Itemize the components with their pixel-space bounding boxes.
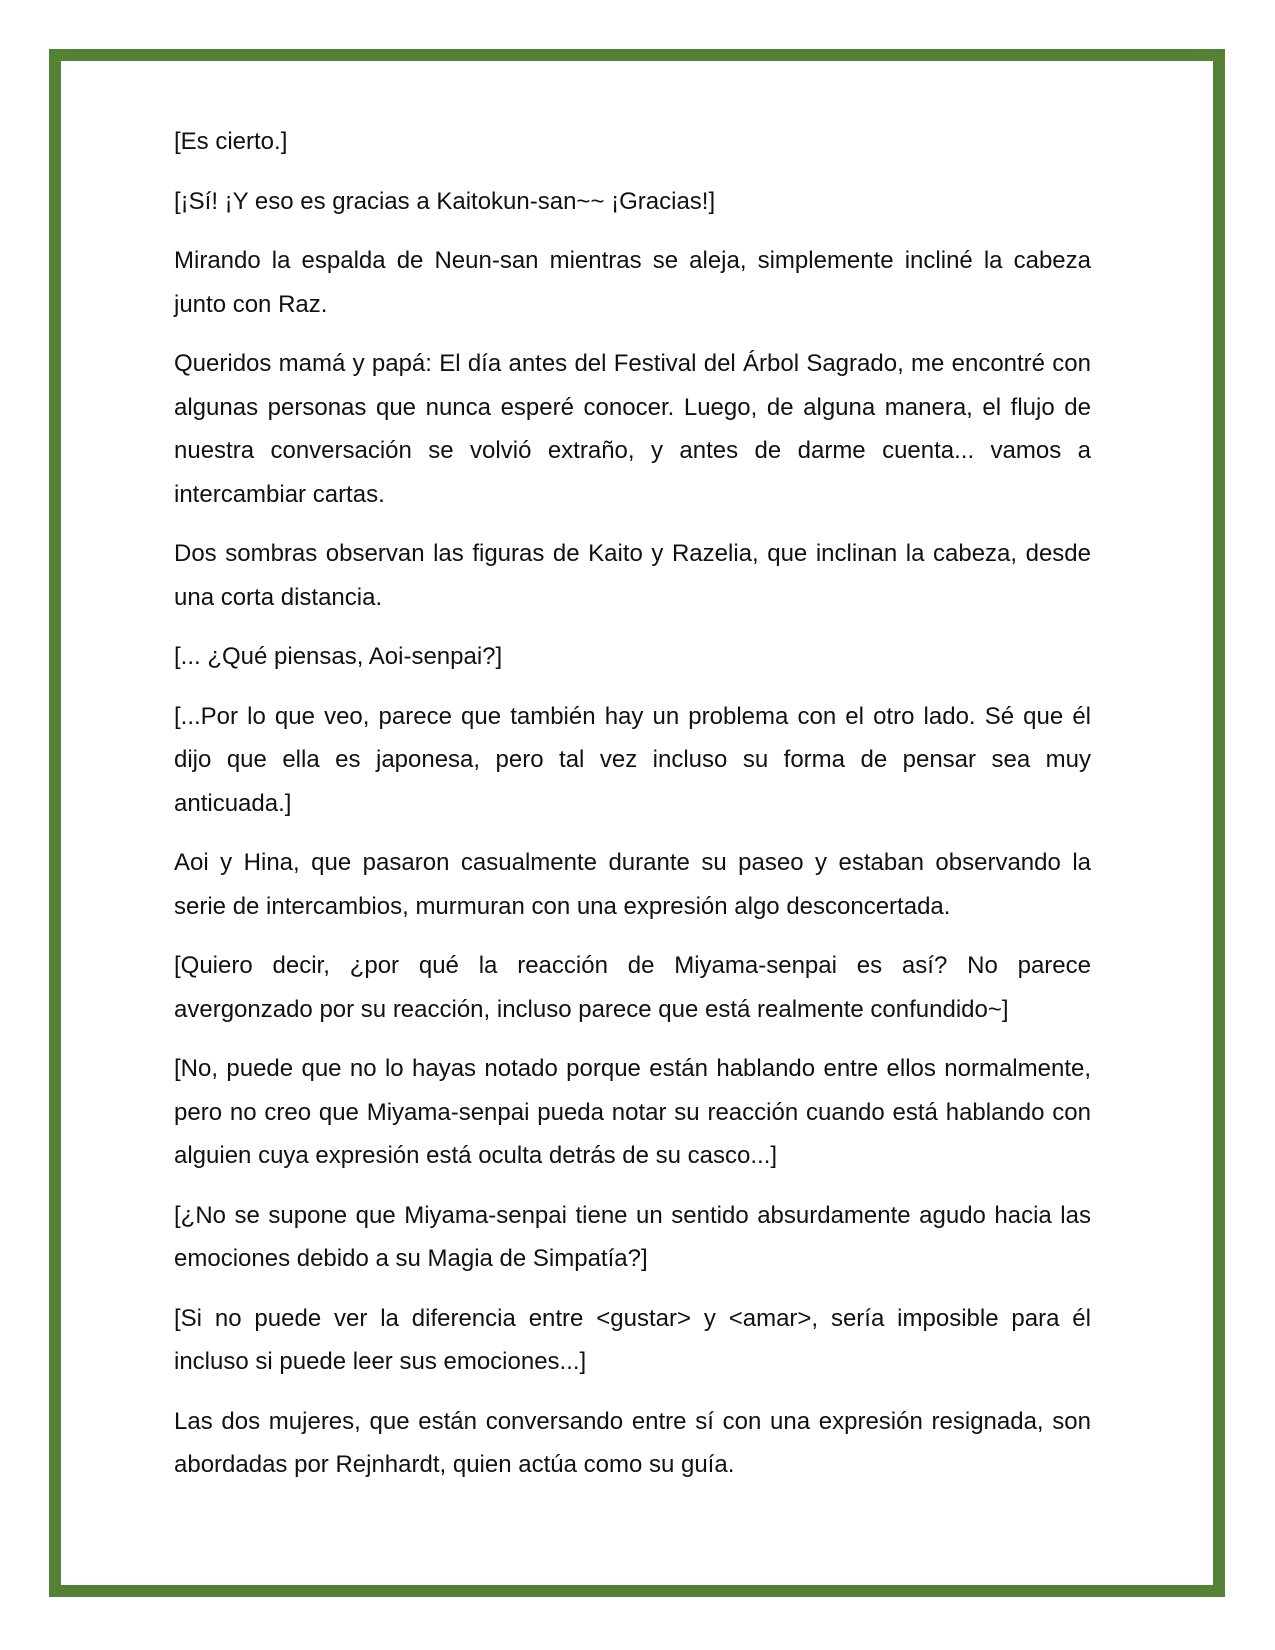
paragraph: [No, puede que no lo hayas notado porque están hablando entre ellos normalmente, pero no creo que Miyama-senpai pueda notar su reacción cuando está hablando con alguien cuya expresión está oculta detrás de su casco...] (174, 1055, 1091, 1169)
paragraph: Dos sombras observan las figuras de Kaito y Razelia, que inclinan la cabeza, desde una corta distancia. (174, 540, 1091, 611)
paragraph: Aoi y Hina, que pasaron casualmente durante su paseo y estaban observando la serie de intercambios, murmuran con una expresión algo desconcertada. (174, 849, 1091, 920)
paragraph: [Es cierto.] (174, 128, 288, 155)
paragraph: [¿No se supone que Miyama-senpai tiene un sentido absurdamente agudo hacia las emociones debido a su Magia de Simpatía?] (174, 1201, 1091, 1272)
paragraph: Queridos mamá y papá: El día antes del Festival del Árbol Sagrado, me encontré con algunas personas que nunca esperé conocer. Luego, de alguna manera, el flujo de nuestra conversación se volvió extraño, y antes de darme cuenta... vamos a intercambiar cartas. (174, 350, 1091, 508)
paragraph: Las dos mujeres, que están conversando entre sí con una expresión resignada, son abordadas por Rejnhardt, quien actúa como su guía. (174, 1407, 1091, 1478)
paragraph: [Si no puede ver la diferencia entre <gustar> y <amar>, sería imposible para él incluso si puede leer sus emociones...] (174, 1304, 1091, 1375)
paragraph: [...Por lo que veo, parece que también hay un problema con el otro lado. Sé que él dijo que ella es japonesa, pero tal vez incluso su forma de pensar sea muy anticuada.] (174, 702, 1091, 817)
paragraph: [¡Sí! ¡Y eso es gracias a Kaitokun-san~~ ¡Gracias!] (174, 187, 716, 215)
document-body (174, 120, 1091, 1503)
paragraph: Mirando la espalda de Neun-san mientras se aleja, simplemente incliné la cabeza junto con Raz. (174, 247, 1091, 318)
paragraph: [Quiero decir, ¿por qué la reacción de Miyama-senpai es así? No parece avergonzado por su reacción, incluso parece que está realmente confundido~] (174, 952, 1091, 1023)
paragraph: [... ¿Qué piensas, Aoi-senpai?] (174, 643, 503, 670)
